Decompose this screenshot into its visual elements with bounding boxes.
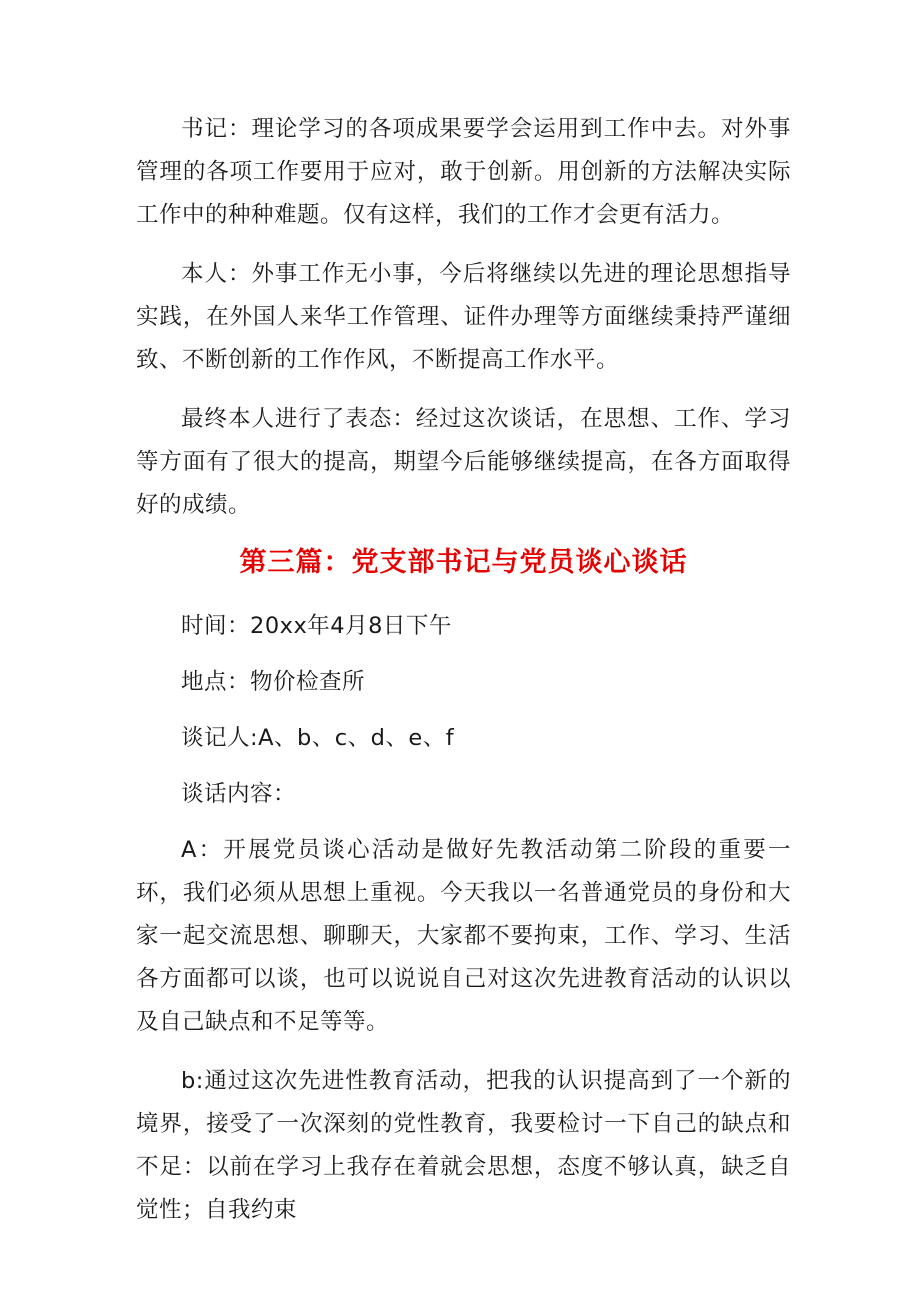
- meta-content-label: 谈话内容：: [181, 781, 297, 807]
- paragraph-a: A：开展党员谈心活动是做好先教活动第二阶段的重要一环，我们必须从思想上重视。今天我以一名普通党员的身份和大家一起交流思想、聊聊天，大家都不要拘束，工作、学习、生活各方面都可以谈，也可以说说自己对这次先进教育活动的认识以及自己缺点和不足等等。: [136, 837, 791, 1035]
- meta-participants: 谈记人:A、b、c、d、e、f: [181, 725, 455, 751]
- meta-time: 时间：20xx年4月8日下午: [181, 613, 452, 639]
- paragraph-self: 本人：外事工作无小事，今后将继续以先进的理论思想指导实践，在外国人来华工作管理、证件办理等方面继续秉持严谨细致、不断创新的工作作风，不断提高工作水平。: [136, 261, 791, 373]
- paragraph-statement: 最终本人进行了表态：经过这次谈话，在思想、工作、学习等方面有了很大的提高，期望今后能够继续提高，在各方面取得好的成绩。: [136, 406, 791, 518]
- meta-place: 地点：物价检查所: [181, 669, 366, 695]
- paragraph-secretary: 书记：理论学习的各项成果要学会运用到工作中去。对外事管理的各项工作要用于应对，敢于创新。用创新的方法解决实际工作中的种种难题。仅有这样，我们的工作才会更有活力。: [136, 116, 791, 228]
- section-heading: 第三篇：党支部书记与党员谈心谈话: [239, 547, 688, 578]
- document-body: [136, 108, 791, 1248]
- paragraph-b: b:通过这次先进性教育活动，把我的认识提高到了一个新的境界，接受了一次深刻的党性教育，我要检讨一下自己的缺点和不足：以前在学习上我存在着就会思想，态度不够认真，缺乏自觉性；自我约束: [136, 1068, 791, 1223]
